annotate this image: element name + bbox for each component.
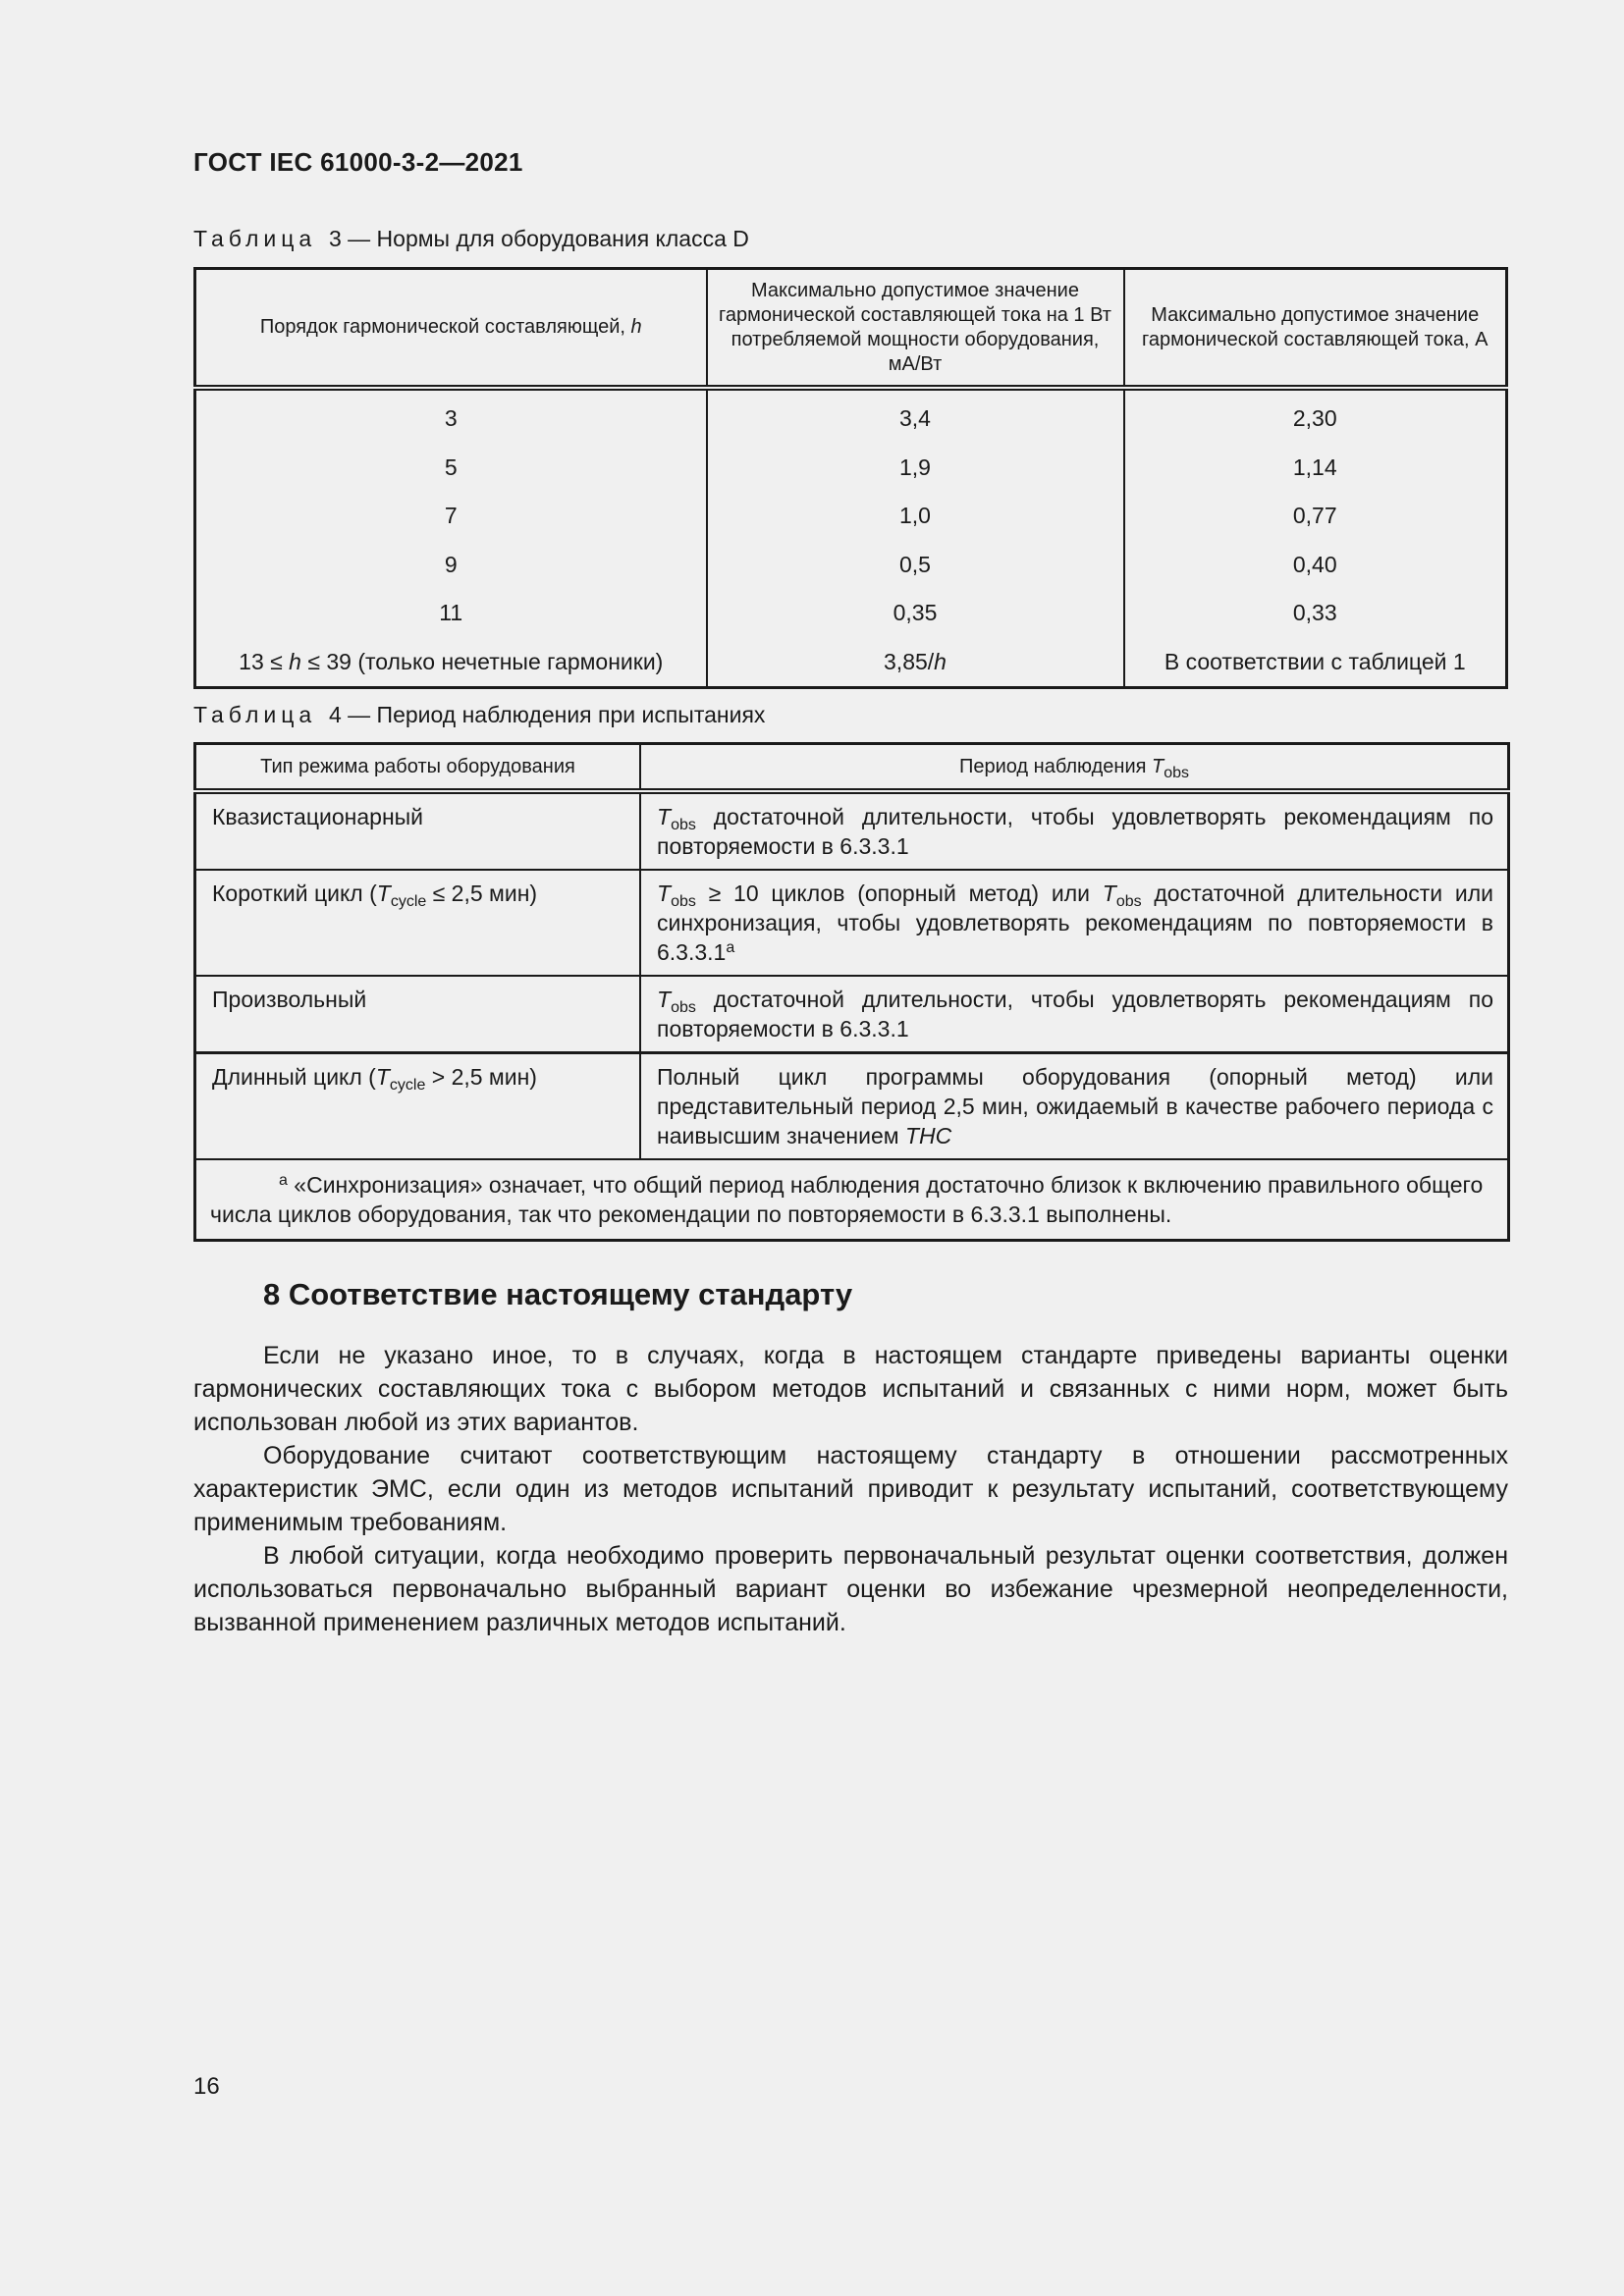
table3-cell-per-watt: 0,35: [707, 589, 1124, 638]
table3-cell-h: 9: [195, 541, 707, 590]
table-row: [195, 976, 1509, 1053]
table3-cell-max: 0,40: [1292, 551, 1337, 577]
table4-mode-quasi: Квазистационарный: [195, 791, 641, 870]
table3: [193, 267, 1508, 689]
mode-text-end: > 2,5 мин): [425, 1064, 537, 1090]
period-text: Полный цикл программы оборудования (опорный метод) или представительный период 2,5 мин, ожидаемый в качестве рабочего периода с наивысшим значением: [657, 1064, 1493, 1148]
table4-footnote: [195, 1159, 1509, 1241]
period-header-sub: obs: [1164, 764, 1190, 781]
table4-mode-long: [195, 1053, 641, 1160]
paragraph: Оборудование считают соответствующим настоящему стандарту в отношении рассмотренных характеристик ЭМС, если один из методов испытаний приводит к результату испытаний, соответствующему применимым требованиям.: [193, 1442, 1508, 1536]
t-var: T: [1102, 881, 1116, 906]
page-number: 16: [193, 2073, 220, 2100]
period-text: ≥ 10 циклов (опорный метод) или: [695, 881, 1103, 906]
table3-cell-max: 0,33: [1292, 600, 1337, 626]
table4-mode-random: Произвольный: [195, 976, 641, 1053]
period-text: достаточной длительности или синхронизация, чтобы удовлетворять рекомендациям по повторяемости в 6.3.3.1: [657, 881, 1494, 965]
table-row: [195, 444, 1507, 493]
mode-text-end: ≤ 2,5 мин): [426, 881, 538, 906]
table3-cell-per-watt: 1,0: [707, 492, 1124, 541]
table4-header-row: [195, 744, 1509, 792]
t-var: T: [657, 881, 672, 906]
t-sub: obs: [1115, 893, 1142, 910]
h-range-suffix: ≤ 39 (только нечетные гармоники): [300, 648, 664, 674]
table3-cell-per-watt: 3,4: [707, 388, 1124, 444]
table4-period-quasi: [640, 791, 1509, 870]
table-row: [195, 638, 1507, 688]
table3-cell-h: 5: [195, 444, 707, 493]
table4-period-short: [640, 870, 1509, 976]
standard-header: ГОСТ IEC 61000-3-2—2021: [193, 147, 523, 177]
period-text: достаточной длительности, чтобы удовлетворять рекомендациям по повторяемости в 6.3.3.1: [657, 804, 1493, 859]
mode-sub: cycle: [389, 1077, 426, 1094]
table4-caption: [193, 702, 765, 728]
paragraph: Если не указано иное, то в случаях, когда в настоящем стандарте приведены варианты оценки гармонических составляющих тока с выбором методов испытаний и связанных с ними норм, может быть использован любой из этих вариантов.: [193, 1342, 1508, 1436]
table4-caption-word: Таблица: [193, 702, 317, 727]
table4: [193, 742, 1510, 1242]
table4-header-period: [640, 744, 1509, 792]
table3-header-order-var: h: [630, 316, 642, 338]
table3-cell-max: 2,30: [1292, 405, 1337, 432]
t-sub: obs: [671, 893, 696, 910]
table3-caption-word: Таблица: [193, 226, 317, 251]
table3-cell-per-watt: 0,5: [707, 541, 1124, 590]
table3-header-max: Максимально допустимое значение гармонической составляющей тока, А: [1124, 269, 1507, 389]
table3-caption-number: 3: [328, 226, 342, 251]
table3-header-order-text: Порядок гармонической составляющей,: [259, 316, 631, 338]
table-row: [195, 388, 1507, 444]
mode-text: Короткий цикл (: [212, 881, 377, 906]
table4-caption-number: 4: [328, 702, 342, 727]
table4-note-row: [195, 1159, 1509, 1241]
mode-var: T: [376, 881, 391, 906]
paragraph: В любой ситуации, когда необходимо проверить первоначальный результат оценки соответствия, должен использоваться первоначально выбранный вариант оценки во избежание чрезмерной неопределенности, вызванной применением различных методов испытаний.: [193, 1542, 1508, 1636]
table3-cell-h: 3: [195, 388, 707, 444]
formula-number: 3,85/: [884, 648, 935, 674]
table4-caption-title: — Период наблюдения при испытаниях: [341, 702, 766, 727]
section-title: 8 Соответствие настоящему стандарту: [263, 1277, 853, 1311]
t-sub: obs: [671, 999, 696, 1016]
mode-sub: cycle: [390, 893, 427, 910]
period-text: достаточной длительности, чтобы удовлетворять рекомендациям по повторяемости в 6.3.3.1: [657, 987, 1493, 1041]
table-row: [195, 541, 1507, 590]
table-row: [195, 589, 1507, 638]
footnote-ref: a: [726, 939, 735, 956]
table3-caption: [193, 226, 749, 252]
t-var: T: [657, 804, 672, 829]
table-row: [195, 791, 1509, 870]
table3-cell-max-ref: В соответствии с таблицей 1: [1164, 648, 1466, 674]
table4-period-random: [640, 976, 1509, 1053]
table-row: [195, 870, 1509, 976]
mode-var: T: [375, 1064, 390, 1090]
table3-header-row: [195, 269, 1507, 389]
table3-cell-max: 0,77: [1292, 503, 1337, 529]
table3-cell-max: 1,14: [1292, 454, 1337, 480]
table4-mode-short: [195, 870, 641, 976]
formula-var: h: [934, 648, 947, 674]
mode-text: Длинный цикл (: [212, 1064, 376, 1090]
h-range-var: h: [289, 648, 301, 674]
table3-cell-h-range: [195, 638, 707, 688]
section-body: [193, 1339, 1508, 1639]
table3-header-order: [195, 269, 707, 389]
table3-header-per-watt: Максимально допустимое значение гармонической составляющей тока на 1 Вт потребляемой мощности оборудования, мА/Вт: [707, 269, 1124, 389]
table3-cell-h: 7: [195, 492, 707, 541]
footnote-text: «Синхронизация» означает, что общий период наблюдения достаточно близок к включению правильного общего числа циклов оборудования, так что рекомендации по повторяемости в 6.3.3.1 выполнены.: [210, 1172, 1484, 1227]
t-sub: obs: [671, 817, 696, 833]
period-header-var: T: [1152, 755, 1164, 777]
table3-caption-title: — Нормы для оборудования класса D: [341, 226, 749, 251]
t-var: T: [657, 987, 672, 1012]
period-header-text: Период наблюдения: [958, 755, 1153, 777]
table3-cell-per-watt: 1,9: [707, 444, 1124, 493]
footnote-mark: a: [279, 1172, 288, 1189]
table3-cell-h: 11: [195, 589, 707, 638]
table-row: [195, 492, 1507, 541]
thc-var: THC: [904, 1123, 952, 1148]
table4-header-mode: Тип режима работы оборудования: [195, 744, 641, 792]
h-range-prefix: 13 ≤: [239, 648, 290, 674]
table3-cell-per-watt-formula: [707, 638, 1124, 688]
table4-period-long: [640, 1053, 1509, 1160]
table-row: [195, 1053, 1509, 1160]
